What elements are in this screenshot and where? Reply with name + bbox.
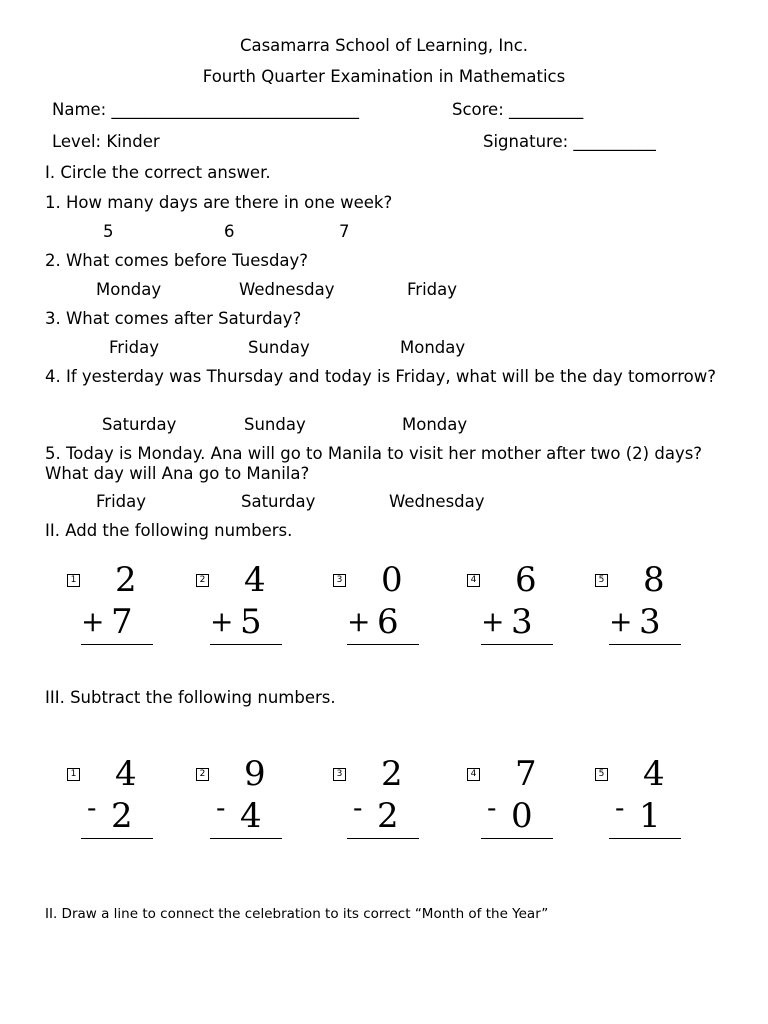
school-name: Casamarra School of Learning, Inc.: [239, 36, 529, 55]
bottom-operand: 3: [511, 602, 533, 642]
question-2: 2. What comes before Tuesday?: [45, 251, 309, 270]
plus-sign: +: [609, 605, 633, 638]
choice-5a: Friday: [96, 492, 147, 511]
bottom-operand: 2: [111, 796, 133, 836]
bottom-operand: 2: [377, 796, 399, 836]
problem-number: 2: [196, 574, 209, 587]
answer-line: [609, 644, 681, 645]
answer-line: [210, 644, 282, 645]
choice-4b: Sunday: [244, 415, 306, 434]
part4-heading: II. Draw a line to connect the celebration to its correct “Month of the Year”: [45, 906, 549, 922]
plus-sign: +: [81, 605, 105, 638]
part3-heading: III. Subtract the following numbers.: [45, 688, 336, 707]
part2-heading: II. Add the following numbers.: [45, 521, 293, 540]
choice-3a: Friday: [109, 338, 160, 357]
addition-problem-2: [196, 560, 276, 654]
problem-number: 3: [333, 574, 346, 587]
question-4: 4. If yesterday was Thursday and today is Friday, what will be the day tomorrow?: [45, 367, 716, 386]
choice-3b: Sunday: [248, 338, 310, 357]
choice-5c: Wednesday: [389, 492, 485, 511]
addition-problem-3: [333, 560, 413, 654]
answer-line: [609, 838, 681, 839]
minus-sign: -: [216, 791, 226, 824]
minus-sign: -: [87, 791, 97, 824]
signature-field: Signature: __________: [483, 132, 656, 151]
problem-number: 4: [467, 574, 480, 587]
plus-sign: +: [481, 605, 505, 638]
top-operand: 4: [115, 754, 137, 794]
addition-problem-4: [467, 560, 547, 654]
question-5: 5. Today is Monday. Ana will go to Manila to visit her mother after two (2) days? What day will Ana go to Manila?: [45, 444, 703, 483]
minus-sign: -: [487, 791, 497, 824]
top-operand: 7: [515, 754, 537, 794]
bottom-operand: 1: [639, 796, 661, 836]
top-operand: 2: [115, 560, 137, 600]
choice-1c: 7: [339, 222, 350, 241]
answer-line: [347, 838, 419, 839]
problem-number: 3: [333, 768, 346, 781]
choice-2c: Friday: [407, 280, 458, 299]
minus-sign: -: [353, 791, 363, 824]
subtraction-problem-3: [333, 754, 413, 848]
problem-number: 4: [467, 768, 480, 781]
problem-number: 1: [67, 574, 80, 587]
choice-4c: Monday: [402, 415, 468, 434]
top-operand: 8: [643, 560, 665, 600]
problem-number: 1: [67, 768, 80, 781]
addition-problem-5: [595, 560, 675, 654]
problem-number: 2: [196, 768, 209, 781]
top-operand: 9: [244, 754, 266, 794]
problem-number: 5: [595, 574, 608, 587]
choice-2b: Wednesday: [239, 280, 335, 299]
choice-3c: Monday: [400, 338, 466, 357]
answer-line: [81, 644, 153, 645]
bottom-operand: 5: [240, 602, 262, 642]
choice-1a: 5: [103, 222, 114, 241]
bottom-operand: 7: [111, 602, 133, 642]
score-field: Score: _________: [452, 100, 584, 119]
exam-title: Fourth Quarter Examination in Mathematics: [202, 67, 566, 86]
top-operand: 4: [244, 560, 266, 600]
bottom-operand: 3: [639, 602, 661, 642]
top-operand: 2: [381, 754, 403, 794]
plus-sign: +: [210, 605, 234, 638]
top-operand: 0: [381, 560, 403, 600]
subtraction-problem-1: [67, 754, 147, 848]
subtraction-problem-4: [467, 754, 547, 848]
bottom-operand: 4: [240, 796, 262, 836]
choice-1b: 6: [224, 222, 235, 241]
bottom-operand: 0: [511, 796, 533, 836]
subtraction-problem-5: [595, 754, 675, 848]
part1-heading: I. Circle the correct answer.: [45, 163, 271, 182]
question-1: 1. How many days are there in one week?: [45, 193, 393, 212]
minus-sign: -: [615, 791, 625, 824]
choice-2a: Monday: [96, 280, 162, 299]
subtraction-problem-2: [196, 754, 276, 848]
bottom-operand: 6: [377, 602, 399, 642]
answer-line: [210, 838, 282, 839]
choice-5b: Saturday: [241, 492, 316, 511]
answer-line: [347, 644, 419, 645]
plus-sign: +: [347, 605, 371, 638]
level-field: Level: Kinder: [52, 132, 160, 151]
choice-4a: Saturday: [102, 415, 177, 434]
answer-line: [481, 644, 553, 645]
name-field: Name: ______________________________: [52, 100, 359, 119]
addition-problem-1: [67, 560, 147, 654]
answer-line: [481, 838, 553, 839]
question-3: 3. What comes after Saturday?: [45, 309, 302, 328]
top-operand: 4: [643, 754, 665, 794]
answer-line: [81, 838, 153, 839]
top-operand: 6: [515, 560, 537, 600]
problem-number: 5: [595, 768, 608, 781]
